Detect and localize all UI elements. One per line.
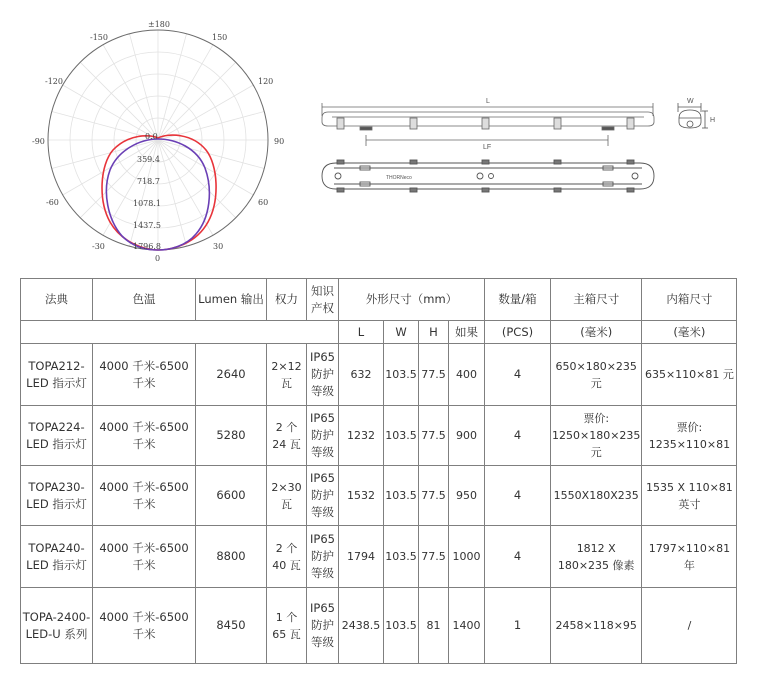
cell-l: 1232 xyxy=(339,406,384,466)
svg-text:-30: -30 xyxy=(92,242,105,251)
dim-label-lf: LF xyxy=(483,144,492,151)
dim-label-h: H xyxy=(710,117,716,124)
subheader-l: L xyxy=(339,321,384,344)
cell-power: 2 个 24 瓦 xyxy=(267,406,307,466)
cell-qty: 4 xyxy=(485,526,551,588)
cell-lf: 400 xyxy=(449,344,485,406)
cell-h: 77.5 xyxy=(419,526,449,588)
cell-master-box: 2458×118×95 xyxy=(551,588,642,664)
cell-color-temp: 4000 千米-6500 千米 xyxy=(93,588,196,664)
table-row xyxy=(21,466,737,526)
cell-lumen: 8450 xyxy=(196,588,267,664)
svg-text:90: 90 xyxy=(274,137,285,146)
subheader-master-unit: (毫米) xyxy=(551,321,642,344)
cell-qty: 4 xyxy=(485,466,551,526)
subheader-inner-unit: (毫米) xyxy=(642,321,737,344)
cell-lf: 950 xyxy=(449,466,485,526)
header-power: 权力 xyxy=(267,279,307,321)
cell-inner-box: 票价: 1235×110×81 xyxy=(642,406,737,466)
cell-l: 632 xyxy=(339,344,384,406)
header-qty: 数量/箱 xyxy=(485,279,551,321)
cell-ip: IP65 防护等级 xyxy=(307,588,339,664)
cell-code: TOPA240-LED 指示灯 xyxy=(21,526,93,588)
cell-ip: IP65 防护等级 xyxy=(307,344,339,406)
subheader-w: W xyxy=(384,321,419,344)
svg-text:120: 120 xyxy=(258,77,274,86)
cell-power: 2×30 瓦 xyxy=(267,466,307,526)
fixture-technical-drawing xyxy=(310,90,750,200)
cell-h: 77.5 xyxy=(419,344,449,406)
svg-text:150: 150 xyxy=(212,33,228,42)
cell-color-temp: 4000 千米-6500 千米 xyxy=(93,526,196,588)
cell-l: 1794 xyxy=(339,526,384,588)
cell-w: 103.5 xyxy=(384,406,419,466)
svg-text:0: 0 xyxy=(155,254,161,263)
cell-qty: 1 xyxy=(485,588,551,664)
svg-text:718.7: 718.7 xyxy=(137,177,160,186)
header-lumen: Lumen 输出 xyxy=(196,279,267,321)
header-dimensions: 外形尺寸（mm） xyxy=(339,279,485,321)
cell-code: TOPA-2400-LED-U 系列 xyxy=(21,588,93,664)
svg-text:-120: -120 xyxy=(45,77,63,86)
cell-qty: 4 xyxy=(485,344,551,406)
brand-logo: THORNeco xyxy=(386,175,412,181)
svg-text:60: 60 xyxy=(258,198,269,207)
svg-text:1796.8: 1796.8 xyxy=(133,242,161,251)
cell-inner-box: / xyxy=(642,588,737,664)
cell-master-box: 票价: 1250×180×235 元 xyxy=(551,406,642,466)
svg-text:359.4: 359.4 xyxy=(137,155,160,164)
side-view xyxy=(322,103,654,146)
header-code: 法典 xyxy=(21,279,93,321)
svg-text:±180: ±180 xyxy=(148,20,170,29)
svg-text:1437.5: 1437.5 xyxy=(133,221,161,230)
cell-w: 103.5 xyxy=(384,344,419,406)
polar-light-distribution-chart xyxy=(0,0,310,270)
product-figures xyxy=(0,0,759,270)
svg-text:0.0: 0.0 xyxy=(145,132,158,141)
cell-power: 2×12 瓦 xyxy=(267,344,307,406)
cell-inner-box: 635×110×81 元 xyxy=(642,344,737,406)
subheader-h: H xyxy=(419,321,449,344)
svg-text:30: 30 xyxy=(213,242,224,251)
svg-text:-150: -150 xyxy=(90,33,108,42)
subheader-blank xyxy=(21,321,339,344)
subheader-lf: 如果 xyxy=(449,321,485,344)
cell-master-box: 1812 X 180×235 像素 xyxy=(551,526,642,588)
svg-text:-60: -60 xyxy=(46,198,59,207)
cell-w: 103.5 xyxy=(384,588,419,664)
cell-w: 103.5 xyxy=(384,466,419,526)
cell-color-temp: 4000 千米-6500 千米 xyxy=(93,466,196,526)
end-view xyxy=(678,103,708,128)
cell-lumen: 6600 xyxy=(196,466,267,526)
cell-lumen: 5280 xyxy=(196,406,267,466)
polar-grid xyxy=(48,30,268,250)
product-spec-table xyxy=(20,278,737,664)
cell-code: TOPA230-LED 指示灯 xyxy=(21,466,93,526)
table-row xyxy=(21,526,737,588)
cell-power: 2 个 40 瓦 xyxy=(267,526,307,588)
cell-inner-box: 1535 X 110×81 英寸 xyxy=(642,466,737,526)
cell-l: 2438.5 xyxy=(339,588,384,664)
cell-inner-box: 1797×110×81 年 xyxy=(642,526,737,588)
cell-lumen: 8800 xyxy=(196,526,267,588)
table-row xyxy=(21,344,737,406)
cell-qty: 4 xyxy=(485,406,551,466)
bottom-view xyxy=(322,160,654,192)
cell-power: 1 个 65 瓦 xyxy=(267,588,307,664)
dim-label-w: W xyxy=(687,98,694,105)
cell-h: 81 xyxy=(419,588,449,664)
header-row xyxy=(21,279,737,321)
cell-ip: IP65 防护等级 xyxy=(307,466,339,526)
svg-text:-90: -90 xyxy=(32,137,45,146)
cell-color-temp: 4000 千米-6500 千米 xyxy=(93,406,196,466)
cell-code: TOPA224-LED 指示灯 xyxy=(21,406,93,466)
header-color-temp: 色温 xyxy=(93,279,196,321)
subheader-row xyxy=(21,321,737,344)
header-inner-box: 内箱尺寸 xyxy=(642,279,737,321)
cell-code: TOPA212-LED 指示灯 xyxy=(21,344,93,406)
header-master-box: 主箱尺寸 xyxy=(551,279,642,321)
cell-l: 1532 xyxy=(339,466,384,526)
cell-master-box: 650×180×235 元 xyxy=(551,344,642,406)
table-row xyxy=(21,588,737,664)
polar-radial-labels xyxy=(133,132,161,251)
cell-h: 77.5 xyxy=(419,406,449,466)
cell-lf: 900 xyxy=(449,406,485,466)
svg-text:1078.1: 1078.1 xyxy=(133,199,161,208)
cell-lf: 1000 xyxy=(449,526,485,588)
cell-h: 77.5 xyxy=(419,466,449,526)
cell-ip: IP65 防护等级 xyxy=(307,406,339,466)
header-ip: 知识产权 xyxy=(307,279,339,321)
cell-lumen: 2640 xyxy=(196,344,267,406)
table-row xyxy=(21,406,737,466)
cell-master-box: 1550X180X235 xyxy=(551,466,642,526)
subheader-qty-unit: (PCS) xyxy=(485,321,551,344)
cell-ip: IP65 防护等级 xyxy=(307,526,339,588)
cell-color-temp: 4000 千米-6500 千米 xyxy=(93,344,196,406)
cell-lf: 1400 xyxy=(449,588,485,664)
dim-label-l: L xyxy=(486,98,490,105)
cell-w: 103.5 xyxy=(384,526,419,588)
